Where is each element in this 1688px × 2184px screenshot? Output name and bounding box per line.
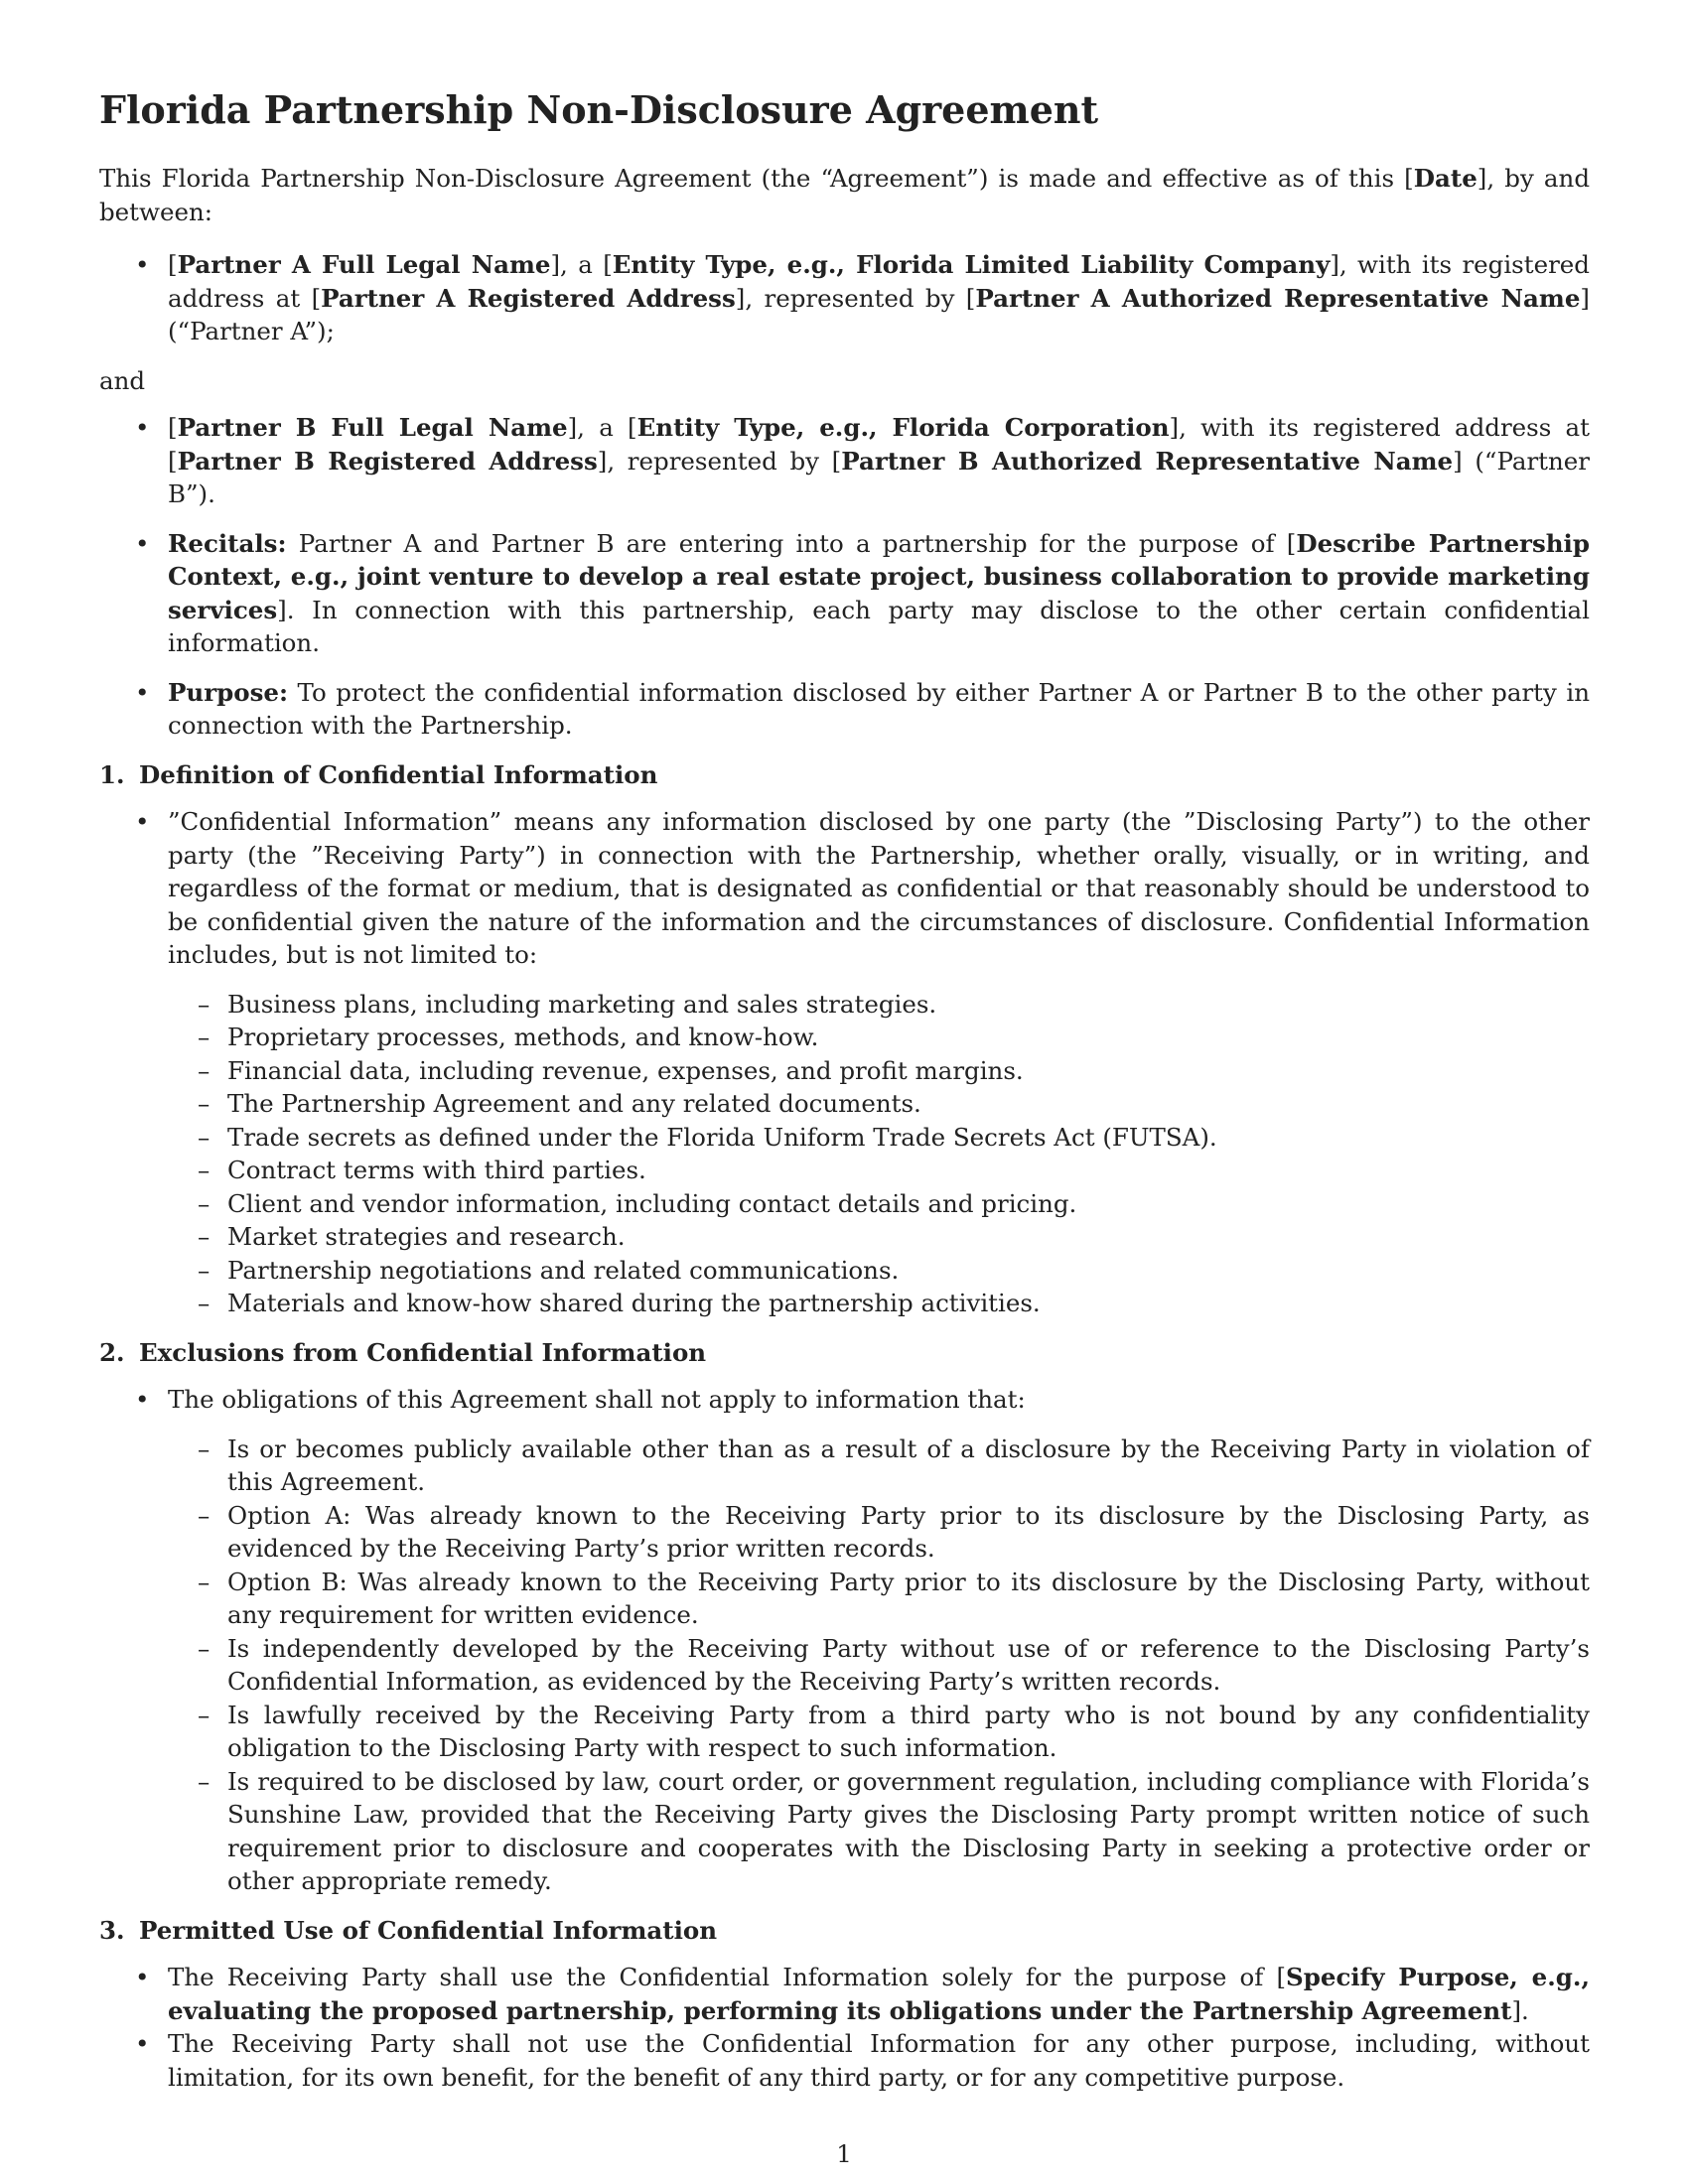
partner-b-item: • [Partner B Full Legal Name], a [Entity Type, e.g., Florida Corporation], with its registered address at [Partner B Registered Address], represented by [Partner B Authorized Representative Name] (“Partner B”). [99,411,1590,511]
list-item: – Option A: Was already known to the Receiving Party prior to its disclosure by the Disclosing Party, as evidenced by the Receiving Party’s prior written records. [168,1499,1590,1566]
list-item: – Is or becomes publicly available other than as a result of a disclosure by the Receiving Party in violation of this Agreement. [168,1433,1590,1499]
document-page [99,87,1590,2094]
section-1-list [99,805,1590,1320]
recitals-label: Recitals: [168,528,287,558]
list-item: – The Partnership Agreement and any related documents. [168,1087,1590,1121]
party-list-a [99,248,1590,348]
page-number: 1 [836,2139,852,2168]
list-item: – Proprietary processes, methods, and know-how. [168,1021,1590,1054]
exclusions-list [168,1433,1590,1898]
section-2-intro: • The obligations of this Agreement shall not apply to information that: – Is or becomes publicly available other than as a result of a disclosure by the Receiving Party in violation of this Agreement. – Option A: Was already known to the Receiving Party prior to its disclosure by the Disclosing Party, as evidenced by the Receiving Party’s prior written records. – Option B: Was already known to the Receiving Party prior to its disclosure by the Disclosing Party, without any requirement for written evidence. – Is independently developed by the Receiving Party without use of or reference to the Disclosing Party’s Confidential Information, as evidenced by the Receiving Party’s written records. – Is lawfully received by the Receiving Party from a third party who is not bound by any confidentiality obligation to the Disclosing Party with respect to such information. – Is required to be disclosed by law, court order, or government regulation, including compliance with Florida’s Sunshine Law, provided that the Receiving Party gives the Disclosing Party prompt written notice of such requirement prior to disclosure and cooperates with the Disclosing Party in seeking a protective order or other appropriate remedy. [99,1383,1590,1898]
list-item: – Market strategies and research. [168,1220,1590,1254]
list-item: – Materials and know-how shared during the partnership activities. [168,1287,1590,1320]
section-2-list [99,1383,1590,1898]
list-item: – Is required to be disclosed by law, court order, or government regulation, including compliance with Florida’s Sunshine Law, provided that the Receiving Party gives the Disclosing Party prompt written notice of such requirement prior to disclosure and cooperates with the Disclosing Party in seeking a protective order or other appropriate remedy. [168,1765,1590,1898]
section-3-heading: 3. Permitted Use of Confidential Information [99,1915,718,1945]
list-item: – Is lawfully received by the Receiving Party from a third party who is not bound by any confidentiality obligation to the Disclosing Party with respect to such information. [168,1699,1590,1765]
party-list-b [99,411,1590,743]
list-item: – Trade secrets as defined under the Florida Uniform Trade Secrets Act (FUTSA). [168,1121,1590,1155]
section-1-heading: 1. Definition of Confidential Information [99,759,658,789]
list-item: – Is independently developed by the Receiving Party without use of or reference to the Disclosing Party’s Confidential Information, as evidenced by the Receiving Party’s written records. [168,1632,1590,1699]
permitted-use-item: • The Receiving Party shall use the Confidential Information solely for the purpose of [Specify Purpose, e.g., evaluating the proposed partnership, performing its obligations under the Partnership Agreement]. [99,1961,1590,2027]
recitals-item: • Recitals: Partner A and Partner B are entering into a partnership for the purpose of [Describe Partnership Context, e.g., joint venture to develop a real estate project, business collaboration to provide marketing services]. In connection with this partnership, each party may disclose to the other certain confidential information. [99,527,1590,660]
and-text: and [99,365,146,395]
confidential-info-list [168,988,1590,1320]
list-item: – Contract terms with third parties. [168,1154,1590,1187]
list-item: – Option B: Was already known to the Receiving Party prior to its disclosure by the Disclosing Party, without any requirement for written evidence. [168,1566,1590,1632]
document-title: Florida Partnership Non-Disclosure Agreement [99,87,1099,132]
restricted-use-item: • The Receiving Party shall not use the Confidential Information for any other purpose, including, without limitation, for its own benefit, for the benefit of any third party, or for any competitive purpose. [99,2027,1590,2094]
purpose-label: Purpose: [168,677,289,707]
list-item: – Business plans, including marketing and sales strategies. [168,988,1590,1022]
intro-paragraph: This Florida Partnership Non-Disclosure Agreement (the “Agreement”) is made and effective as of this [Date], by and between: [99,164,1591,226]
list-item: – Financial data, including revenue, expenses, and profit margins. [168,1054,1590,1088]
list-item: – Client and vendor information, including contact details and pricing. [168,1187,1590,1221]
section-1-definition: • ”Confidential Information” means any information disclosed by one party (the ”Disclosing Party”) to the other party (the ”Receiving Party”) in connection with the Partnership, whether orally, visually, or in writing, and regardless of the format or medium, that is designated as confidential or that reasonably should be understood to be confidential given the nature of the information and the circumstances of disclosure. Confidential Information includes, but is not limited to: – Business plans, including marketing and sales strategies. – Proprietary processes, methods, and know-how. – Financial data, including revenue, expenses, and profit margins. – The Partnership Agreement and any related documents. – Trade secrets as defined under the Florida Uniform Trade Secrets Act (FUTSA). – Contract terms with third parties. – Client and vendor information, including contact details and pricing. – Market strategies and research. – Partnership negotiations and related communications. – Materials and know-how shared during the partnership activities. [99,805,1590,1320]
list-item: – Partnership negotiations and related communications. [168,1254,1590,1288]
purpose-item: • Purpose: To protect the confidential information disclosed by either Partner A or Partner B to the other party in connection with the Partnership. [99,676,1590,743]
partner-a-item: • [Partner A Full Legal Name], a [Entity Type, e.g., Florida Limited Liability Company], with its registered address at [Partner A Registered Address], represented by [Partner A Authorized Representative Name] (“Partner A”); [99,248,1590,348]
section-2-heading: 2. Exclusions from Confidential Information [99,1337,707,1367]
date-placeholder: Date [1413,164,1477,193]
section-3-list [99,1961,1590,2094]
